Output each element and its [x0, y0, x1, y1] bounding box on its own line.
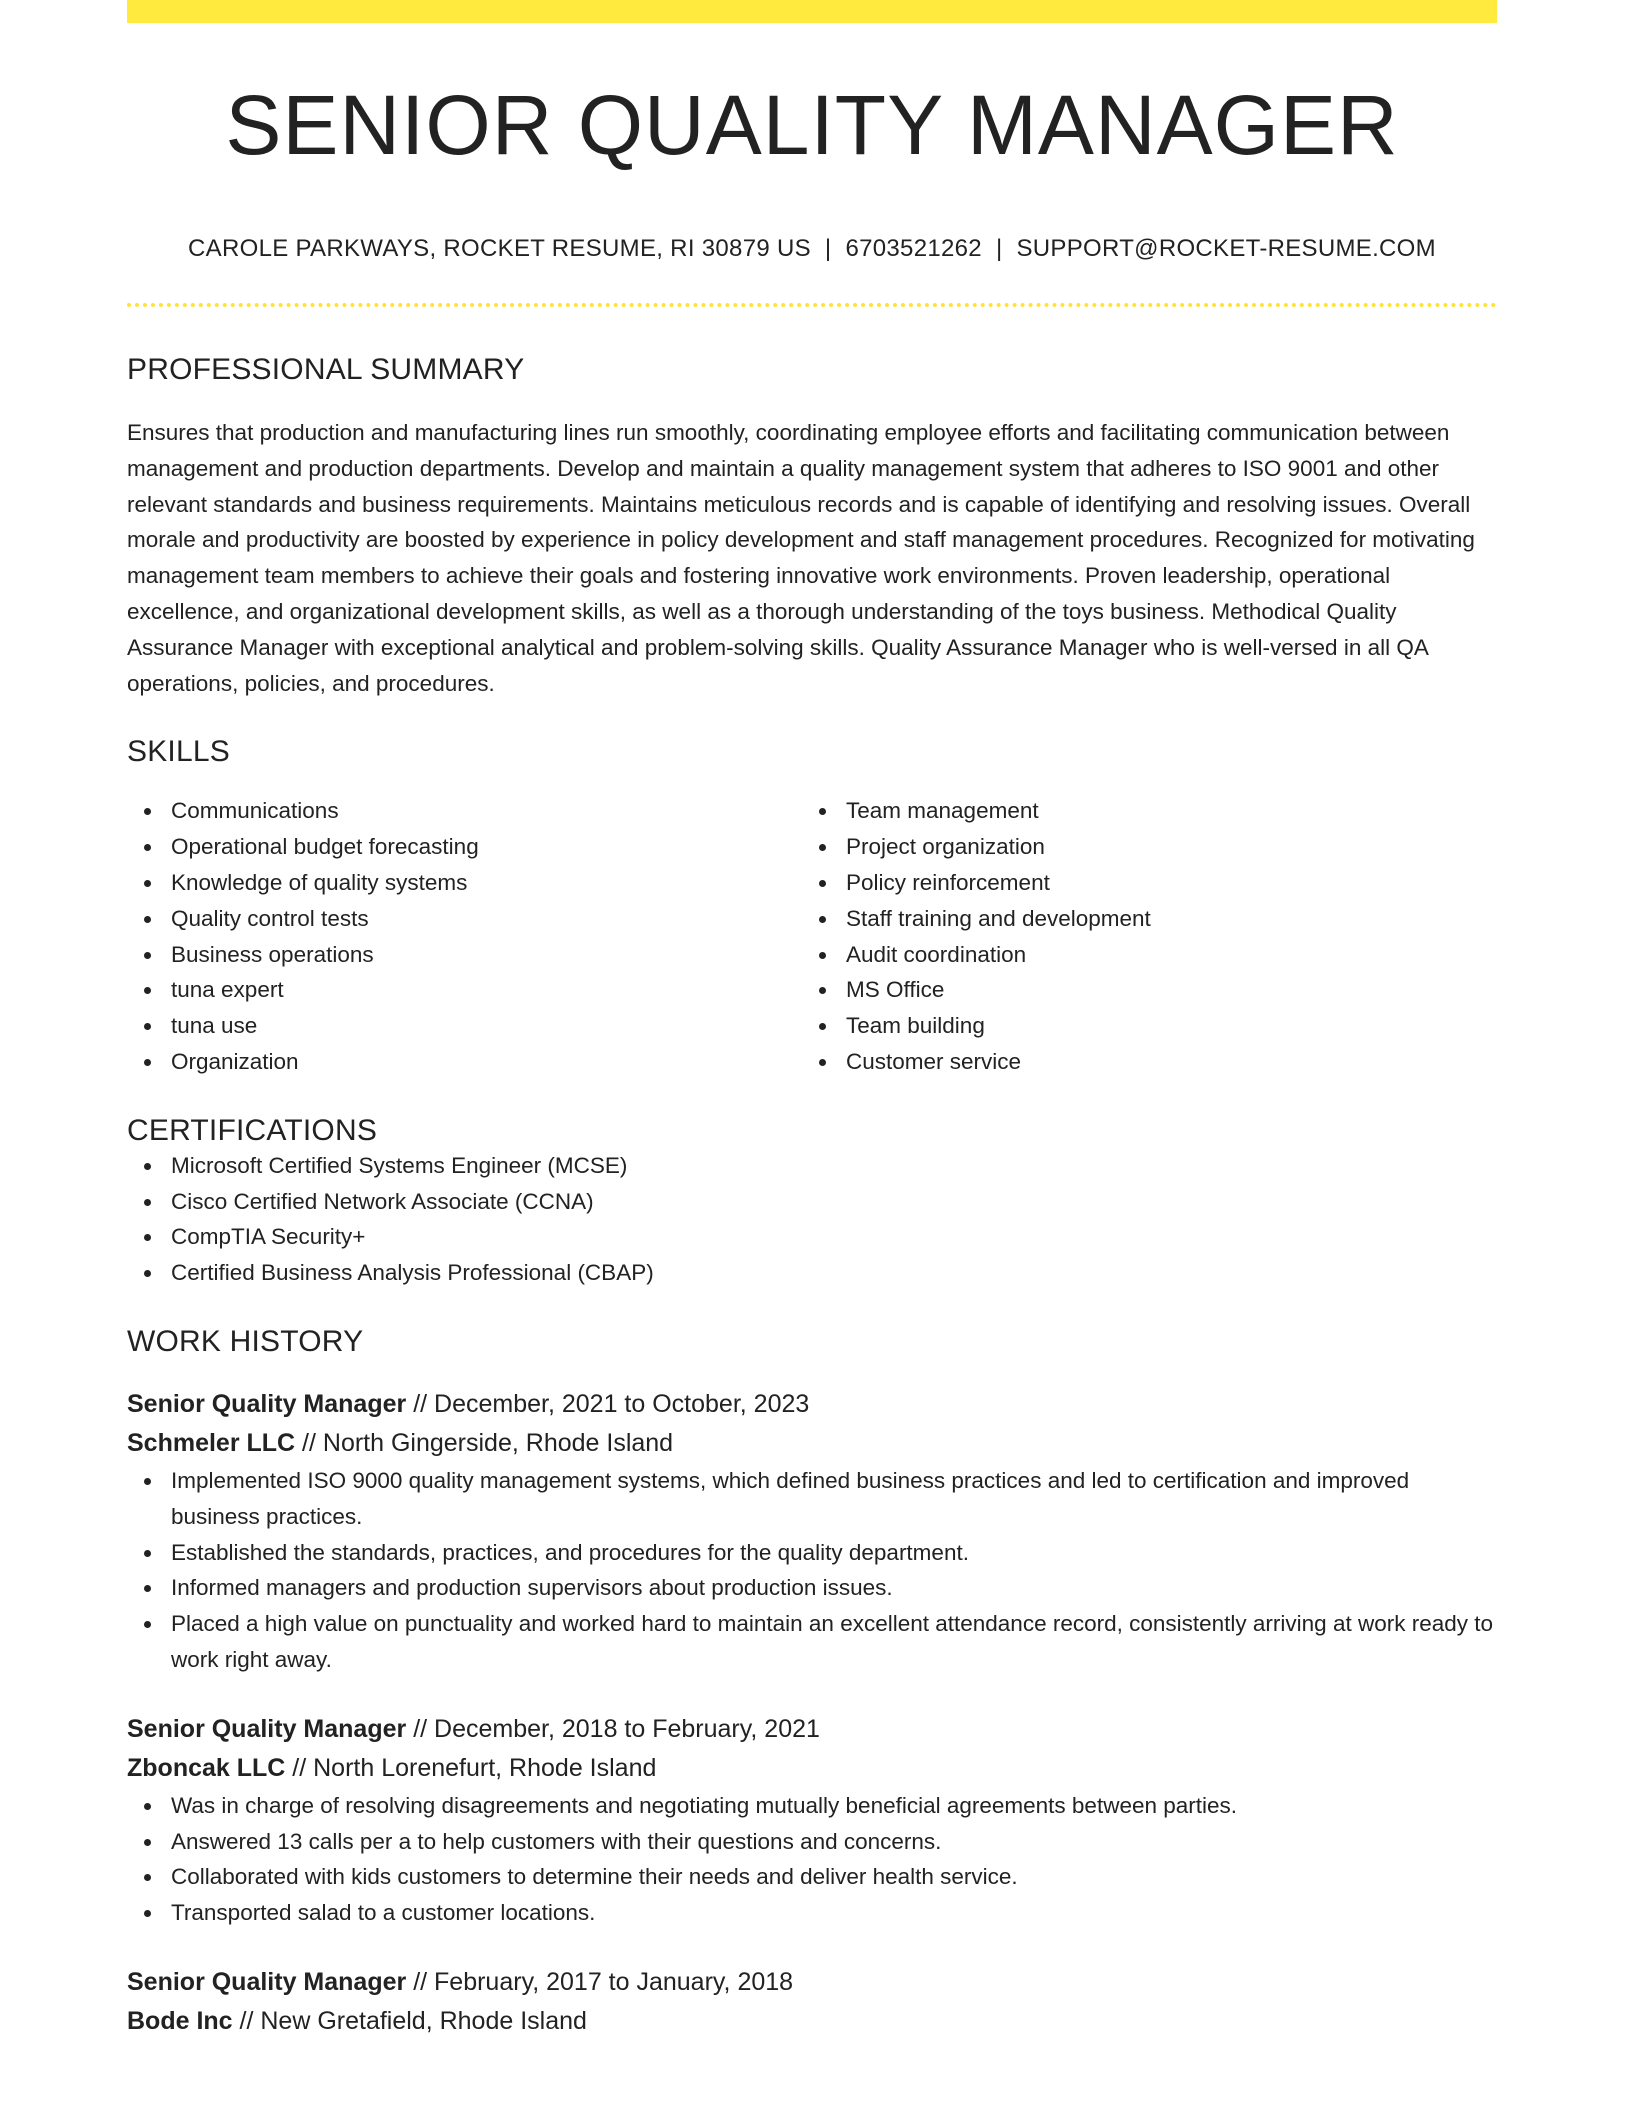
certifications-heading: CERTIFICATIONS — [127, 1113, 378, 1147]
job-company-line — [127, 2002, 1497, 2041]
job-title: Senior Quality Manager — [127, 1967, 407, 1996]
certification-item: Cisco Certified Network Associate (CCNA) — [127, 1184, 1497, 1220]
contact-email: SUPPORT@ROCKET-RESUME.COM — [1016, 235, 1436, 262]
job-title: Senior Quality Manager — [127, 1389, 407, 1418]
skill-item: Audit coordination — [802, 937, 1477, 973]
skills-column-right — [802, 793, 1477, 1079]
job-duty-item: Answered 13 calls per a to help customers with their questions and concerns. — [127, 1824, 1497, 1860]
job-location: // New Gretafield, Rhode Island — [232, 2006, 587, 2035]
skill-item: Customer service — [802, 1044, 1477, 1080]
summary-text: Ensures that production and manufacturing lines run smoothly, coordinating employee efforts and facilitating communication between management and production departments. Develop and maintain a quality management system that adheres to ISO 9001 and other relevant standards and business requirements. Maintains meticulous records and is capable of identifying and resolving issues. Overall morale and productivity are boosted by experience in policy development and staff management procedures. Recognized for motivating management team members to achieve their goals and fostering innovative work environments. Proven leadership, operational excellence, and organizational development skills, as well as a thorough understanding of the toys business. Methodical Quality Assurance Manager with exceptional analytical and problem-solving skills. Quality Assurance Manager who is well-versed in all QA operations, policies, and procedures. — [127, 420, 1475, 696]
job-company-line — [127, 1424, 1497, 1463]
skill-item: Team building — [802, 1008, 1477, 1044]
summary-heading: PROFESSIONAL SUMMARY — [127, 353, 525, 386]
skills-heading: SKILLS — [127, 735, 230, 769]
job-duty-item: Informed managers and production supervisors about production issues. — [127, 1570, 1497, 1606]
skill-item: Staff training and development — [802, 901, 1477, 937]
job-company: Zboncak LLC — [127, 1753, 286, 1782]
job-title-line — [127, 1385, 1497, 1424]
skill-item: Business operations — [127, 937, 802, 973]
skills-list-left — [127, 793, 802, 1079]
job-dates: // December, 2021 to October, 2023 — [406, 1389, 810, 1418]
job-duty-item: Collaborated with kids customers to determine their needs and deliver health service. — [127, 1859, 1497, 1895]
contact-line — [127, 235, 1497, 263]
skill-item: Project organization — [802, 829, 1477, 865]
top-accent-bar — [127, 0, 1497, 23]
job-duty-item: Implemented ISO 9000 quality management systems, which defined business practices and led to certification and improved business practices. — [127, 1463, 1497, 1535]
job-duties-list — [127, 1463, 1497, 1678]
job-duty-item: Established the standards, practices, and procedures for the quality department. — [127, 1535, 1497, 1571]
skill-item: tuna use — [127, 1008, 802, 1044]
skills-grid — [127, 793, 1497, 1079]
skill-item: Policy reinforcement — [802, 865, 1477, 901]
job-duty-item: Was in charge of resolving disagreements and negotiating mutually beneficial agreements between parties. — [127, 1788, 1497, 1824]
job-entry — [127, 1710, 1497, 1931]
resume-page — [127, 0, 1497, 2041]
contact-separator: | — [824, 235, 832, 262]
contact-address: CAROLE PARKWAYS, ROCKET RESUME, RI 30879 US — [188, 235, 811, 262]
job-dates: // December, 2018 to February, 2021 — [406, 1714, 820, 1743]
work-history-heading: WORK HISTORY — [127, 1324, 364, 1358]
certification-item: CompTIA Security+ — [127, 1219, 1497, 1255]
job-entry — [127, 1385, 1497, 1678]
work-history-list — [127, 1385, 1497, 2041]
job-company-line — [127, 1749, 1497, 1788]
job-location: // North Gingerside, Rhode Island — [295, 1428, 674, 1457]
skill-item: tuna expert — [127, 972, 802, 1008]
job-company: Schmeler LLC — [127, 1428, 296, 1457]
job-entry — [127, 1963, 1497, 2041]
job-title-line — [127, 1710, 1497, 1749]
job-duty-item: Transported salad to a customer locations. — [127, 1895, 1497, 1931]
job-title-line — [127, 1963, 1497, 2002]
contact-phone: 6703521262 — [845, 235, 982, 262]
certifications-list — [127, 1148, 1497, 1291]
job-location: // North Lorenefurt, Rhode Island — [285, 1753, 657, 1782]
skill-item: Organization — [127, 1044, 802, 1080]
skill-item: Quality control tests — [127, 901, 802, 937]
certification-item: Microsoft Certified Systems Engineer (MCSE) — [127, 1148, 1497, 1184]
skills-column-left — [127, 793, 802, 1079]
job-title: Senior Quality Manager — [127, 1714, 407, 1743]
skill-item: Knowledge of quality systems — [127, 865, 802, 901]
skill-item: Operational budget forecasting — [127, 829, 802, 865]
job-duty-item: Placed a high value on punctuality and worked hard to maintain an excellent attendance record, consistently arriving at work ready to work right away. — [127, 1606, 1497, 1678]
skills-list-right — [802, 793, 1477, 1079]
certification-item: Certified Business Analysis Professional (CBAP) — [127, 1255, 1497, 1291]
resume-title: SENIOR QUALITY MANAGER — [225, 78, 1399, 172]
skill-item: MS Office — [802, 972, 1477, 1008]
contact-separator: | — [995, 235, 1003, 262]
skill-item: Communications — [127, 793, 802, 829]
header-divider — [127, 303, 1497, 307]
job-company: Bode Inc — [127, 2006, 233, 2035]
job-dates: // February, 2017 to January, 2018 — [406, 1967, 794, 1996]
job-duties-list — [127, 1788, 1497, 1931]
skill-item: Team management — [802, 793, 1477, 829]
